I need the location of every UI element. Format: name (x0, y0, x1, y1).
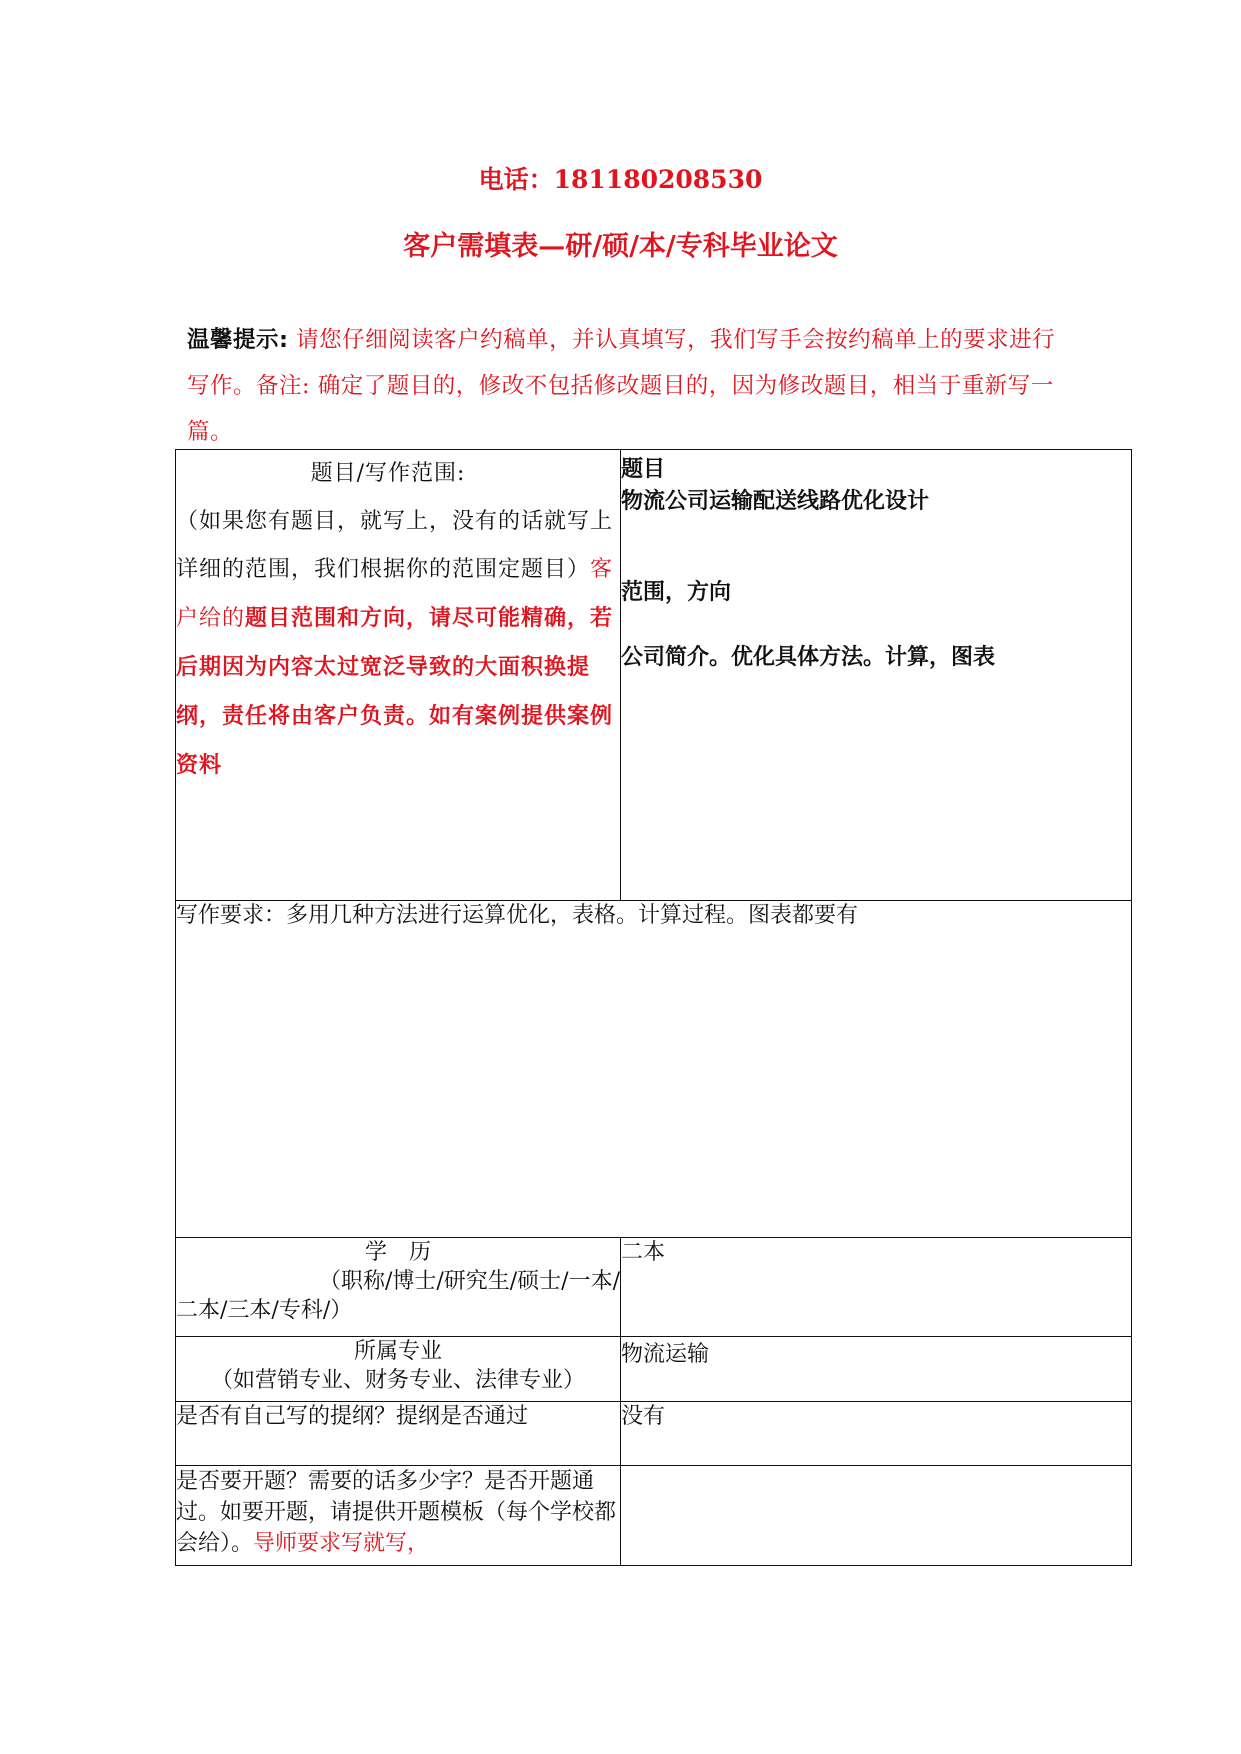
requirements-row (176, 901, 1132, 1238)
education-row (176, 1238, 1132, 1337)
outline-label: 是否有自己写的提纲？提纲是否通过 (176, 1404, 529, 1429)
topic-scope-value: 公司简介。优化具体方法。计算，图表 (621, 645, 996, 670)
outline-value: 没有 (621, 1404, 666, 1429)
proposal-label: 是否要开题？需要的话多少字？是否开题通过。如要开题，请提供开题模板（每个学校都会给）。 (176, 1469, 617, 1556)
topic-red-text: 客户给的 (176, 557, 614, 631)
major-value: 物流运输 (621, 1342, 710, 1367)
requirements-text: 写作要求：多用几种方法进行运算优化，表格。计算过程。图表都要有 (176, 903, 859, 928)
notice-text: 请您仔细阅读客户约稿单，并认真填写，我们写手会按约稿单上的要求进行写作。备注: 确定了题目的，修改不包括修改题目的，因为修改题目，相当于重新写一篇。 (187, 327, 1056, 445)
topic-title-label: 题目 (621, 457, 666, 482)
major-hint: （如营销专业、财务专业、法律专业） (210, 1368, 585, 1393)
topic-title-value: 物流公司运输配送线路优化设计 (621, 489, 930, 514)
major-row (176, 1337, 1132, 1402)
major-value-cell[interactable] (621, 1337, 1132, 1402)
topic-value-cell[interactable] (621, 450, 1132, 901)
topic-warning: 题目范围和方向，请尽可能精确，若后期因为内容太过宽泛导致的大面积换提纲，责任将由客户负责。如有案例提供案例资料 (176, 605, 614, 778)
topic-label-cell (176, 450, 621, 901)
notice-label: 温馨提示: (187, 327, 289, 353)
education-hint-1: （职称/博士/研究生/硕士/一本/ (318, 1269, 620, 1294)
proposal-label-cell (176, 1466, 621, 1566)
proposal-row (176, 1466, 1132, 1566)
outline-value-cell[interactable] (621, 1402, 1132, 1466)
phone-header: 电话：18118020853​0 (478, 165, 763, 194)
requirements-cell[interactable] (176, 901, 1132, 1238)
education-hint-2: 二本/三本/专科/） (176, 1298, 353, 1323)
education-label: 学 历 (364, 1240, 431, 1265)
major-label: 所属专业 (353, 1339, 442, 1364)
outline-label-cell (176, 1402, 621, 1466)
order-form-table (175, 449, 1132, 1566)
proposal-value-cell[interactable] (621, 1466, 1132, 1566)
education-value-cell[interactable] (621, 1238, 1132, 1337)
topic-row (176, 450, 1132, 901)
education-value: 二本 (621, 1240, 666, 1265)
outline-row (176, 1402, 1132, 1466)
topic-scope-label: 范围，方向 (621, 580, 732, 605)
topic-description: （如果您有题目，就写上，没有的话就写上详细的范围，我们根据你的范围定题目） (176, 509, 614, 582)
document-title: 客户需填表—研/硕/本/专科毕业论文 (403, 231, 838, 262)
major-label-cell (176, 1337, 621, 1402)
topic-heading: 题目/写作范围: (310, 461, 466, 486)
notice-paragraph (187, 317, 1067, 455)
education-label-cell (176, 1238, 621, 1337)
proposal-red-note: 导师要求写就写， (253, 1531, 430, 1556)
